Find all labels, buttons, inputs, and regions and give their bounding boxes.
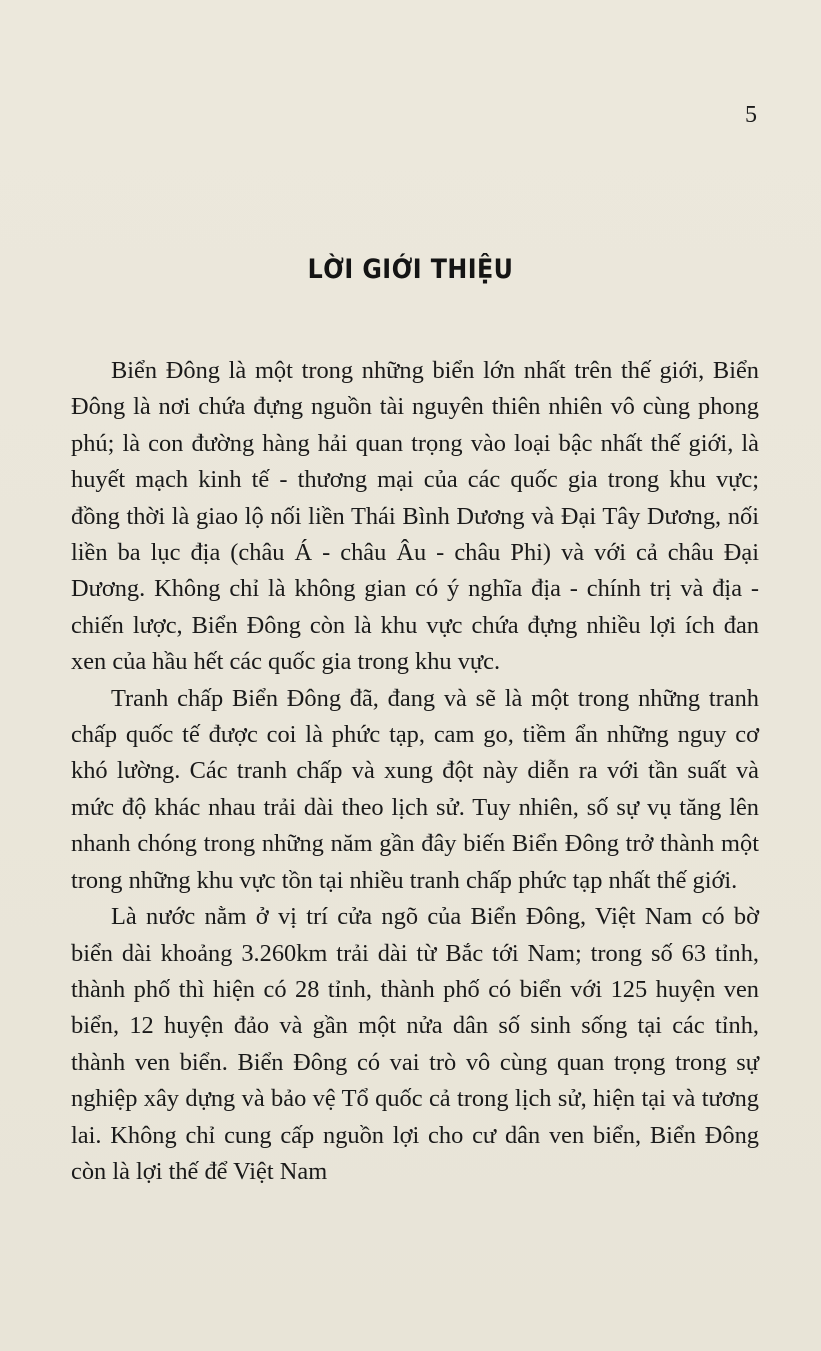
page-number: 5 — [745, 102, 757, 128]
paragraph-3: Là nước nằm ở vị trí cửa ngõ của Biển Đông, Việt Nam có bờ biển dài khoảng 3.260km trải dài từ Bắc tới Nam; trong số 63 tỉnh, thành phố thì hiện có 28 tỉnh, thành phố có biển với 125 huyện ven biển, 12 huyện đảo và gần một nửa dân số sinh sống tại các tỉnh, thành ven biển. Biển Đông có vai trò vô cùng quan trọng trong sự nghiệp xây dựng và bảo vệ Tổ quốc cả trong lịch sử, hiện tại và tương lai. Không chỉ cung cấp nguồn lợi cho cư dân ven biển, Biển Đông còn là lợi thế để Việt Nam — [71, 903, 759, 1185]
body-text — [71, 353, 759, 1190]
page-title: LỜI GIỚI THIỆU — [307, 254, 514, 285]
paragraph-2: Tranh chấp Biển Đông đã, đang và sẽ là một trong những tranh chấp quốc tế được coi là phức tạp, cam go, tiềm ẩn những nguy cơ khó lường. Các tranh chấp và xung đột này diễn ra với tần suất và mức độ khác nhau trải dài theo lịch sử. Tuy nhiên, số sự vụ tăng lên nhanh chóng trong những năm gần đây biến Biển Đông trở thành một trong những khu vực tồn tại nhiều tranh chấp phức tạp nhất thế giới. — [71, 684, 759, 894]
paragraph-1: Biển Đông là một trong những biển lớn nhất trên thế giới, Biển Đông là nơi chứa đựng nguồn tài nguyên thiên nhiên vô cùng phong phú; là con đường hàng hải quan trọng vào loại bậc nhất thế giới, là huyết mạch kinh tế - thương mại của các quốc gia trong khu vực; đồng thời là giao lộ nối liền Thái Bình Dương và Đại Tây Dương, nối liền ba lục địa (châu Á - châu Âu - châu Phi) và với cả châu Đại Dương. Không chỉ là không gian có ý nghĩa địa - chính trị và địa - chiến lược, Biển Đông còn là khu vực chứa đựng nhiều lợi ích đan xen của hầu hết các quốc gia trong khu vực. — [71, 357, 759, 676]
